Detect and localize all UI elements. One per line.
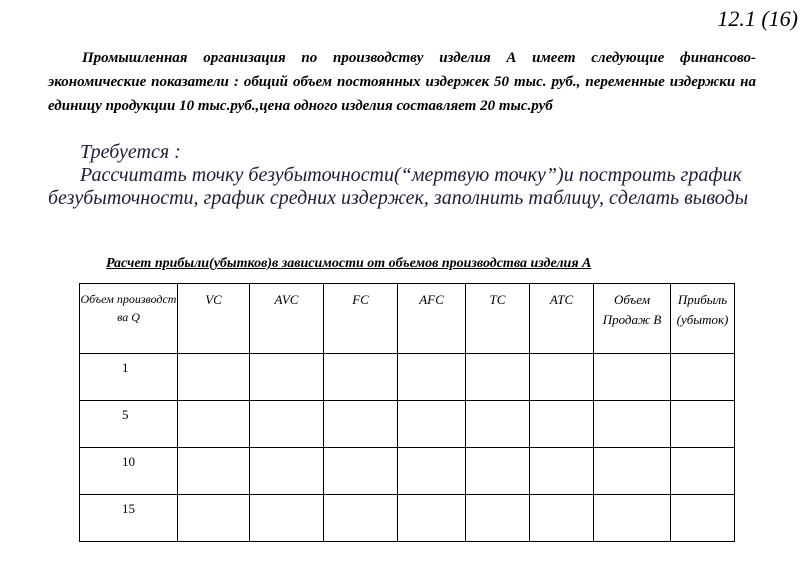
cell-sales[interactable] — [594, 354, 671, 401]
cell-profit[interactable] — [671, 448, 735, 495]
table-row — [80, 448, 735, 495]
cell-tc[interactable] — [466, 354, 530, 401]
table-row — [80, 401, 735, 448]
cell-afc[interactable] — [398, 401, 466, 448]
header-avc: AVC — [250, 284, 324, 354]
cell-profit[interactable] — [671, 354, 735, 401]
cell-vc[interactable] — [178, 495, 250, 542]
cell-atc[interactable] — [530, 495, 594, 542]
cell-fc[interactable] — [324, 401, 398, 448]
cell-tc[interactable] — [466, 448, 530, 495]
table-row — [80, 495, 735, 542]
header-sales: Объем Продаж В — [594, 284, 671, 354]
cell-vc[interactable] — [178, 354, 250, 401]
cell-atc[interactable] — [530, 401, 594, 448]
header-atc: ATC — [530, 284, 594, 354]
cell-sales[interactable] — [594, 448, 671, 495]
header-tc: TC — [466, 284, 530, 354]
cell-tc[interactable] — [466, 495, 530, 542]
cell-avc[interactable] — [250, 401, 324, 448]
header-profit: Прибыль (убыток) — [671, 284, 735, 354]
cell-fc[interactable] — [324, 448, 398, 495]
cell-vc[interactable] — [178, 448, 250, 495]
cell-avc[interactable] — [250, 448, 324, 495]
cell-fc[interactable] — [324, 354, 398, 401]
row-q: 1 — [80, 354, 178, 401]
header-afc: AFC — [398, 284, 466, 354]
cell-atc[interactable] — [530, 354, 594, 401]
cell-avc[interactable] — [250, 354, 324, 401]
cell-profit[interactable] — [671, 401, 735, 448]
slide-number: 12.1 (16) — [717, 6, 798, 31]
table-row — [80, 354, 735, 401]
header-q: Объем производст ва Q — [80, 284, 178, 354]
cell-afc[interactable] — [398, 448, 466, 495]
cell-vc[interactable] — [178, 401, 250, 448]
problem-statement: Промышленная организация по производству изделия А имеет следующие финансово-экономические показатели : общий объем постоянных издержек 50 тыс. руб., переменные издержки на единицу продукции 10 тыс.руб.,цена одного изделия составляет 20 тыс.руб — [48, 50, 756, 114]
header-vc: VC — [178, 284, 250, 354]
cell-fc[interactable] — [324, 495, 398, 542]
task-block — [48, 141, 760, 210]
profit-table — [79, 283, 735, 542]
row-q: 5 — [80, 401, 178, 448]
task-body: Рассчитать точку безубыточности(“мертвую точку”)и построить график безубыточности, график средних издержек, заполнить таблицу, сделать выводы — [48, 164, 749, 209]
table-header-row — [80, 284, 735, 354]
cell-sales[interactable] — [594, 401, 671, 448]
cell-atc[interactable] — [530, 448, 594, 495]
cell-afc[interactable] — [398, 495, 466, 542]
row-q: 15 — [80, 495, 178, 542]
cell-tc[interactable] — [466, 401, 530, 448]
task-heading: Требуется : — [80, 141, 181, 163]
header-fc: FC — [324, 284, 398, 354]
cell-profit[interactable] — [671, 495, 735, 542]
cell-sales[interactable] — [594, 495, 671, 542]
row-q: 10 — [80, 448, 178, 495]
table-caption: Расчет прибыли(убытков)в зависимости от объемов производства изделия А — [106, 256, 592, 271]
cell-afc[interactable] — [398, 354, 466, 401]
cell-avc[interactable] — [250, 495, 324, 542]
